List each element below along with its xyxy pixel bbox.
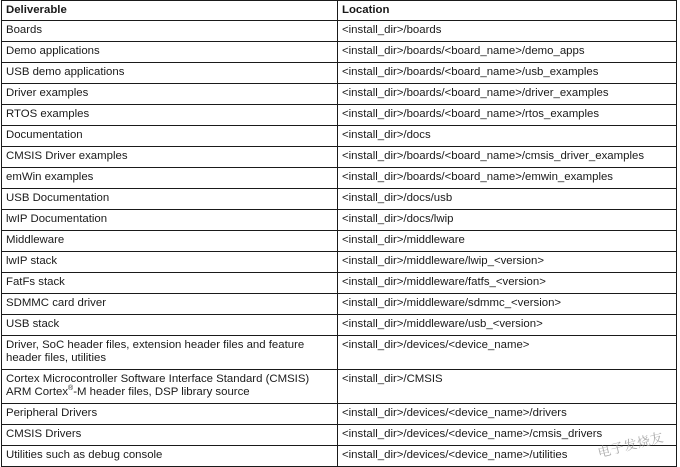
table-row: [2, 446, 677, 467]
location-cell: <install_dir>/boards/<board_name>/driver_examples: [338, 84, 677, 105]
deliverable-cell: FatFs stack: [2, 273, 338, 294]
location-cell: <install_dir>/boards/<board_name>/demo_apps: [338, 42, 677, 63]
table-row: [2, 42, 677, 63]
table-row: [2, 105, 677, 126]
location-cell: <install_dir>/docs/usb: [338, 189, 677, 210]
deliverable-cell: Documentation: [2, 126, 338, 147]
table-row: [2, 370, 677, 404]
deliverable-cell: Utilities such as debug console: [2, 446, 338, 467]
deliverable-cell: [2, 370, 338, 404]
table-row: [2, 147, 677, 168]
location-cell: <install_dir>/devices/<device_name>/drivers: [338, 404, 677, 425]
deliverable-cell: CMSIS Driver examples: [2, 147, 338, 168]
deliverable-cell: SDMMC card driver: [2, 294, 338, 315]
deliverable-cell: Demo applications: [2, 42, 338, 63]
deliverable-cell: Boards: [2, 21, 338, 42]
location-cell: <install_dir>/middleware/fatfs_<version>: [338, 273, 677, 294]
location-cell: <install_dir>/docs: [338, 126, 677, 147]
deliverable-cell: CMSIS Drivers: [2, 425, 338, 446]
table-row: [2, 168, 677, 189]
registered-mark: ®: [68, 385, 74, 393]
location-cell: <install_dir>/middleware/usb_<version>: [338, 315, 677, 336]
deliverable-line-part: ARM Cortex: [6, 386, 69, 398]
deliverable-cell: Peripheral Drivers: [2, 404, 338, 425]
table-row: [2, 84, 677, 105]
location-cell: <install_dir>/devices/<device_name>/utilities: [338, 446, 677, 467]
table-row: [2, 126, 677, 147]
deliverable-cell: lwIP Documentation: [2, 210, 338, 231]
table-row: [2, 294, 677, 315]
location-cell: <install_dir>/boards: [338, 21, 677, 42]
location-cell: <install_dir>/boards/<board_name>/cmsis_driver_examples: [338, 147, 677, 168]
table-row: [2, 21, 677, 42]
table-row: [2, 231, 677, 252]
location-cell: <install_dir>/devices/<device_name>/cmsis_drivers: [338, 425, 677, 446]
deliverable-cell: RTOS examples: [2, 105, 338, 126]
deliverable-line: Cortex Microcontroller Software Interface Standard (CMSIS): [6, 373, 310, 385]
deliverables-table: [1, 0, 677, 467]
location-cell: <install_dir>/devices/<device_name>: [338, 336, 677, 370]
deliverable-cell: USB demo applications: [2, 63, 338, 84]
location-cell: <install_dir>/boards/<board_name>/usb_examples: [338, 63, 677, 84]
table-row: [2, 336, 677, 370]
table-row: [2, 315, 677, 336]
table-row: [2, 210, 677, 231]
location-cell: <install_dir>/middleware: [338, 231, 677, 252]
table-row: [2, 252, 677, 273]
watermark: 电子发烧友: [596, 430, 666, 462]
location-cell: <install_dir>/boards/<board_name>/emwin_examples: [338, 168, 677, 189]
location-cell: <install_dir>/middleware/sdmmc_<version>: [338, 294, 677, 315]
header-row: [2, 1, 677, 21]
location-cell: <install_dir>/boards/<board_name>/rtos_examples: [338, 105, 677, 126]
deliverable-cell: lwIP stack: [2, 252, 338, 273]
header-location: Location: [338, 1, 677, 21]
table-row: [2, 273, 677, 294]
table-row: [2, 63, 677, 84]
deliverable-cell: Middleware: [2, 231, 338, 252]
table-row: [2, 189, 677, 210]
deliverable-cell: Driver, SoC header files, extension header files and feature header files, utilities: [2, 336, 338, 370]
deliverable-cell: USB stack: [2, 315, 338, 336]
location-cell: <install_dir>/CMSIS: [338, 370, 677, 404]
location-cell: <install_dir>/docs/lwip: [338, 210, 677, 231]
header-deliverable: Deliverable: [2, 1, 338, 21]
location-cell: <install_dir>/middleware/lwip_<version>: [338, 252, 677, 273]
deliverable-cell: Driver examples: [2, 84, 338, 105]
table-row: [2, 404, 677, 425]
deliverable-cell: emWin examples: [2, 168, 338, 189]
deliverable-line-part: -M header files, DSP library source: [73, 386, 250, 398]
table-row: [2, 425, 677, 446]
deliverable-cell: USB Documentation: [2, 189, 338, 210]
